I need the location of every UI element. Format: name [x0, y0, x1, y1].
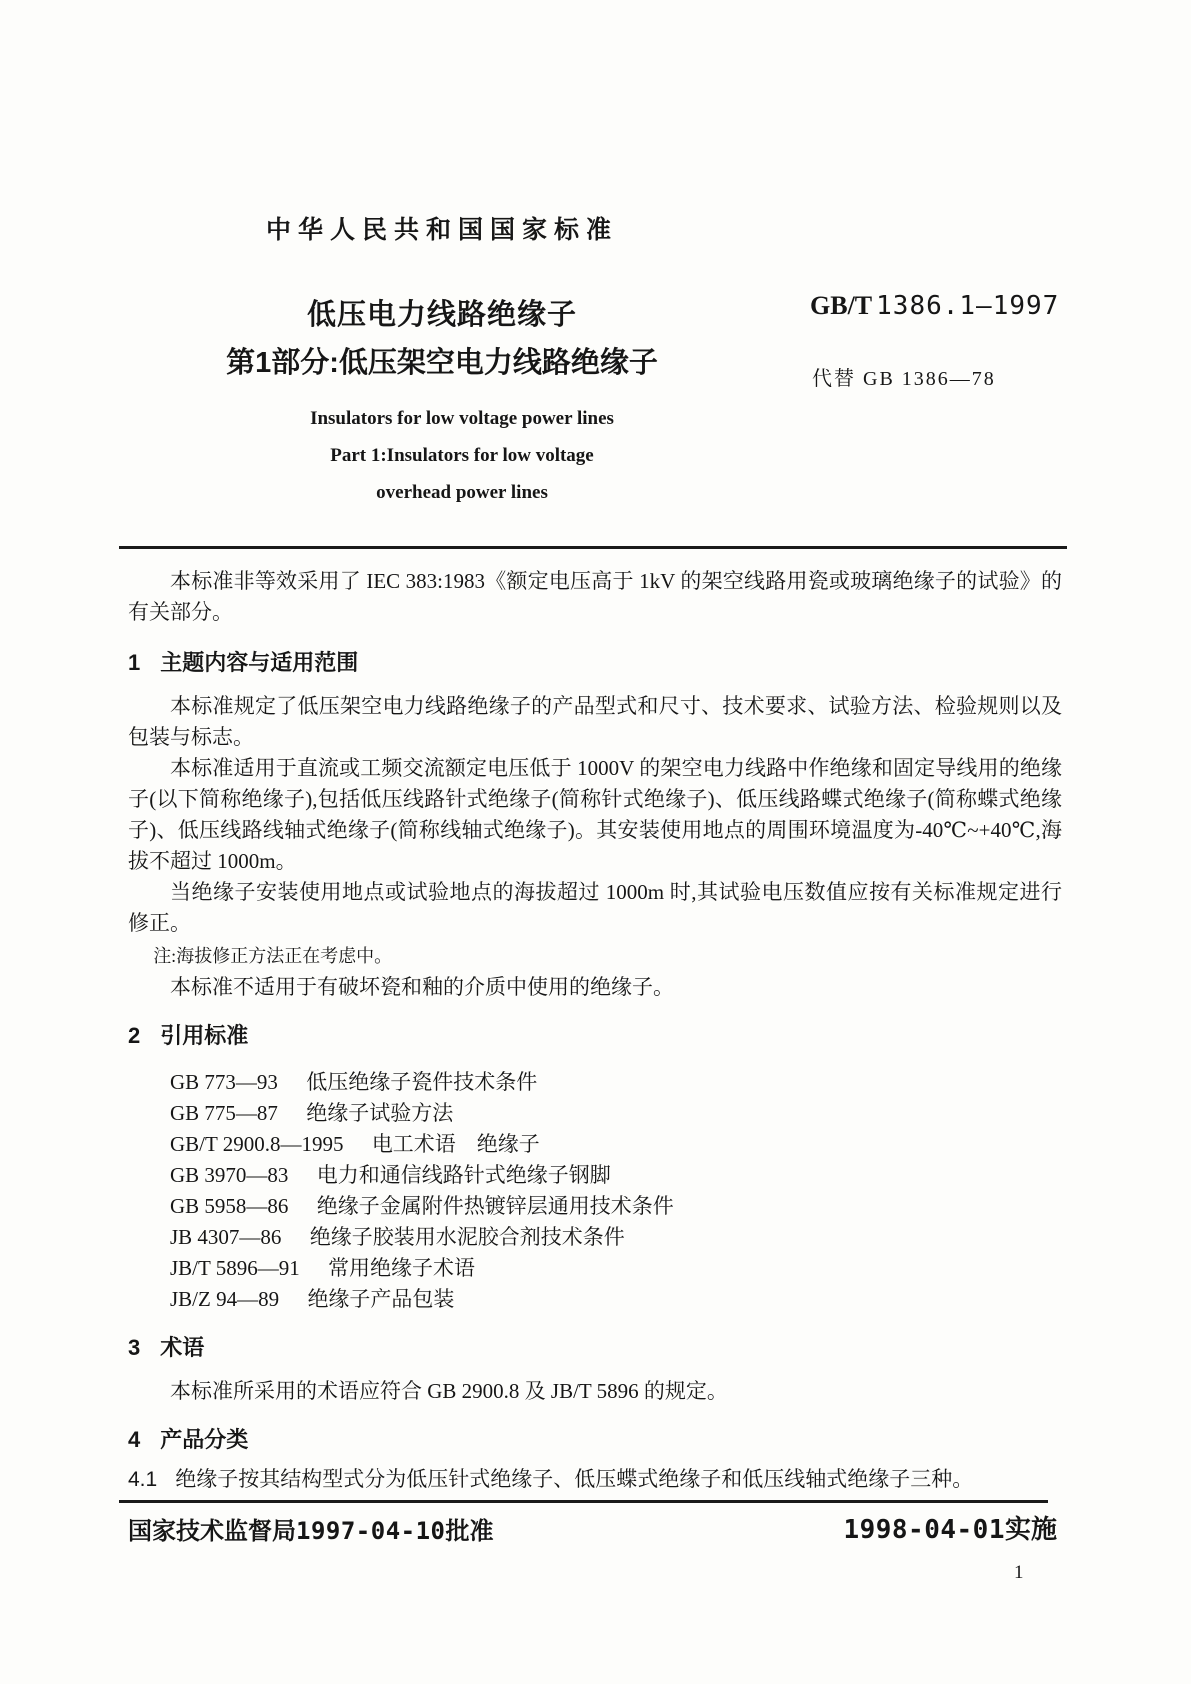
reference-title: 绝缘子产品包装 [307, 1287, 455, 1311]
reference-item [128, 1067, 1062, 1098]
section-3-number: 3 [128, 1335, 141, 1360]
reference-code: JB/T 5896—91 [170, 1256, 300, 1280]
supersedes-note: 代替 GB 1386—78 [812, 368, 996, 390]
reference-title: 绝缘子金属附件热镀锌层通用技术条件 [316, 1194, 674, 1218]
intro-paragraph: 本标准非等效采用了 IEC 383:1983《额定电压高于 1kV 的架空线路用瓷或玻璃绝缘子的试验》的有关部分。 [128, 569, 1062, 624]
reference-code: GB 773—93 [170, 1070, 278, 1094]
section-2-heading [128, 1021, 1062, 1051]
reference-item [128, 1191, 1062, 1222]
section-2-title: 引用标准 [160, 1023, 249, 1048]
section-1-title: 主题内容与适用范围 [160, 650, 359, 675]
standard-title-en-line2: Part 1:Insulators for low voltage [330, 445, 594, 466]
reference-item [128, 1222, 1062, 1253]
approval-organization: 国家技术监督局 [128, 1518, 296, 1545]
reference-list [128, 1067, 1062, 1315]
section-3-title: 术语 [160, 1335, 205, 1360]
page-number: 1 [1014, 1562, 1024, 1583]
section-1-number: 1 [128, 650, 141, 675]
implementation-word: 实施 [1004, 1514, 1057, 1544]
national-standard-banner: 中华人民共和国国家标准 [265, 216, 618, 244]
section-1-heading [128, 648, 1062, 678]
section-2-number: 2 [128, 1023, 141, 1048]
reference-item [128, 1284, 1062, 1315]
section-1-paragraph-2: 本标准适用于直流或工频交流额定电压低于 1000V 的架空电力线路中作绝缘和固定导线用的绝缘子(以下简称绝缘子),包括低压线路针式绝缘子(简称针式绝缘子)、低压线路蝶式绝缘子(简称蝶式绝缘子)、低压线路线轴式绝缘子(简称线轴式绝缘子)。其安装使用地点的周围环境温度为-40℃~+40℃,海拔不超过 1000m。 [128, 756, 1062, 873]
reference-title: 绝缘子试验方法 [306, 1101, 454, 1125]
section-1-paragraph-1: 本标准规定了低压架空电力线路绝缘子的产品型式和尺寸、技术要求、试验方法、检验规则以及包装与标志。 [128, 694, 1062, 749]
section-4-title: 产品分类 [160, 1427, 249, 1452]
approval-info [128, 1511, 494, 1546]
header-divider-rule [119, 546, 1067, 549]
reference-code: GB/T 2900.8—1995 [170, 1132, 344, 1156]
standard-title-en-line3: overhead power lines [376, 482, 548, 503]
standard-title-cn-line2: 第1部分:低压架空电力线路绝缘子 [226, 347, 658, 379]
reference-code: GB 5958—86 [170, 1194, 289, 1218]
standard-code-number: 1386.1—1997 [876, 291, 1060, 321]
section-1-paragraph-4: 本标准不适用于有破坏瓷和釉的介质中使用的绝缘子。 [170, 975, 674, 999]
reference-item [128, 1129, 1062, 1160]
standard-code [810, 291, 1059, 321]
clause-4-1 [128, 1464, 1062, 1495]
section-1-paragraph-3: 当绝缘子安装使用地点或试验地点的海拔超过 1000m 时,其试验电压数值应按有关标准规定进行修正。 [128, 880, 1062, 935]
implementation-info [843, 1509, 1057, 1546]
section-3-paragraph-1: 本标准所采用的术语应符合 GB 2900.8 及 JB/T 5896 的规定。 [170, 1379, 728, 1403]
reference-code: GB 775—87 [170, 1101, 278, 1125]
standard-title-en-line1: Insulators for low voltage power lines [310, 408, 614, 429]
reference-item [128, 1098, 1062, 1129]
reference-code: GB 3970—83 [170, 1163, 289, 1187]
approval-word: 批准 [445, 1518, 494, 1545]
section-3-heading [128, 1333, 1062, 1363]
reference-code: JB/Z 94—89 [170, 1287, 280, 1311]
reference-title: 绝缘子胶装用水泥胶合剂技术条件 [309, 1225, 625, 1249]
section-1-note: 注:海拔修正方法正在考虑中。 [153, 946, 393, 966]
standard-title-cn-line1: 低压电力线路绝缘子 [306, 299, 577, 331]
reference-item [128, 1160, 1062, 1191]
clause-4-1-number: 4.1 [128, 1468, 158, 1491]
reference-title: 电工术语 绝缘子 [371, 1132, 540, 1156]
section-4-number: 4 [128, 1427, 141, 1452]
footer-divider-rule [119, 1500, 1048, 1503]
reference-title: 电力和通信线路针式绝缘子钢脚 [316, 1163, 611, 1187]
standard-code-prefix: GB/T [810, 291, 873, 320]
approval-date: 1997-04-10 [296, 1517, 446, 1545]
reference-title: 低压绝缘子瓷件技术条件 [306, 1070, 538, 1094]
reference-code: JB 4307—86 [170, 1225, 282, 1249]
clause-4-1-text: 绝缘子按其结构型式分为低压针式绝缘子、低压蝶式绝缘子和低压线轴式绝缘子三种。 [175, 1467, 974, 1491]
implementation-date: 1998-04-01 [843, 1515, 1005, 1545]
reference-item [128, 1253, 1062, 1284]
standard-title-en [0, 400, 924, 511]
reference-title: 常用绝缘子术语 [328, 1256, 476, 1280]
document-body [128, 566, 1062, 1495]
section-4-heading [128, 1425, 1062, 1455]
